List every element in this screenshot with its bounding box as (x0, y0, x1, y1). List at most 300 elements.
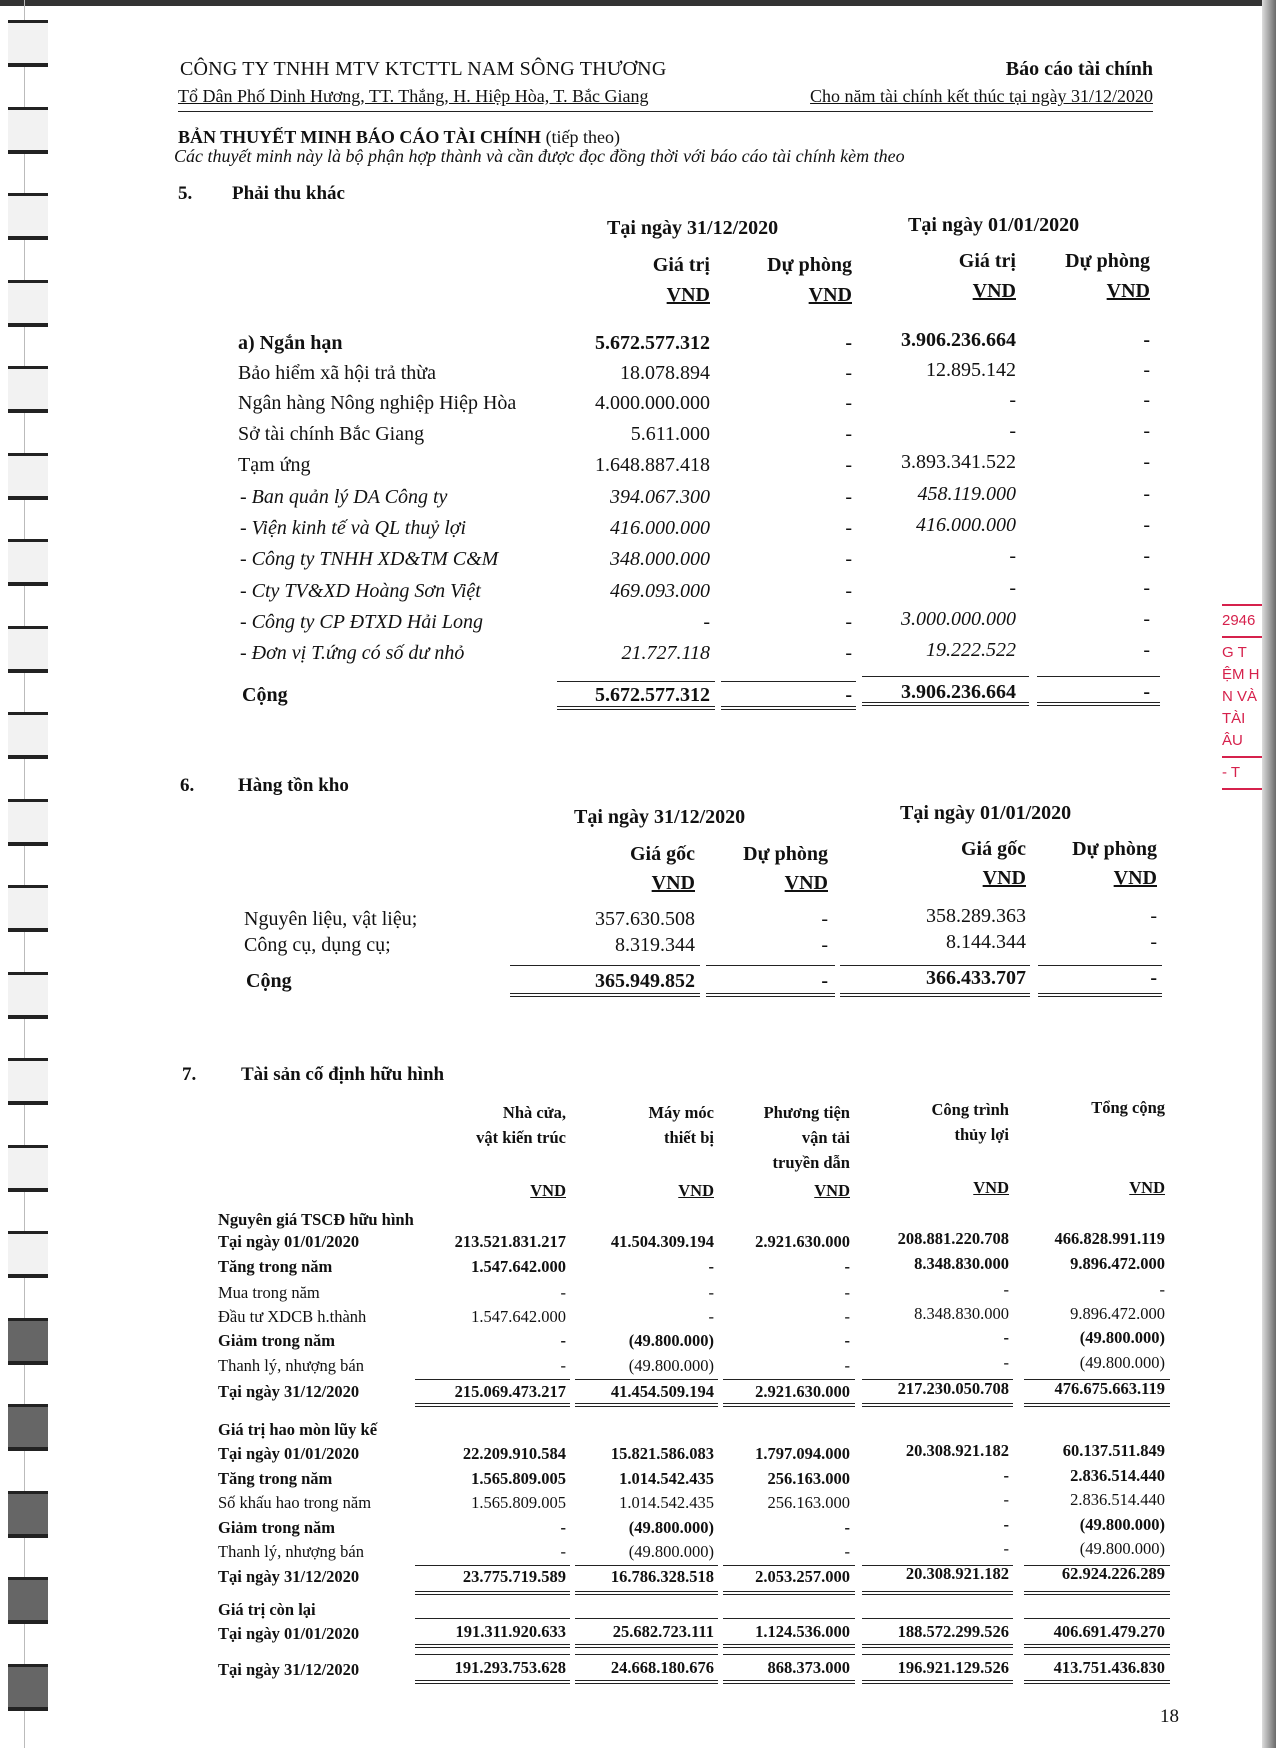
cell-value: 20.308.921.182 (905, 1441, 1009, 1460)
cell-value: - (1009, 389, 1016, 411)
subtotal-rule (1024, 1654, 1170, 1655)
cell-value: - (845, 486, 852, 508)
cell-value: 4.000.000.000 (595, 392, 710, 414)
currency-label: VND (814, 1181, 850, 1200)
cell-value: - (845, 517, 852, 539)
row-label: Thanh lý, nhượng bán (218, 1356, 364, 1375)
cell-value: 868.373.000 (767, 1658, 850, 1677)
subtotal-rule (1024, 1618, 1170, 1619)
stamp-text: 2946 (1222, 612, 1256, 629)
row-label: - Viện kinh tế và QL thuỷ lợi (240, 517, 466, 539)
cell-value: (49.800.000) (1079, 1515, 1165, 1534)
binding-ring (8, 1577, 48, 1624)
cell-value: 394.067.300 (610, 486, 710, 508)
section-7-number: 7. (182, 1064, 197, 1085)
cell-value: - (844, 1257, 850, 1276)
subtotal-rule (1038, 965, 1162, 966)
cell-value: 413.751.436.830 (1053, 1658, 1165, 1677)
cell-value: (49.800.000) (628, 1518, 714, 1537)
notes-subtitle: Các thuyết minh này là bộ phận hợp thành và cần được đọc đồng thời với báo cáo tài chính kèm theo (174, 146, 905, 166)
column-header: Giá gốc (630, 843, 695, 865)
section-6-number: 6. (180, 775, 195, 796)
stamp-rim (1222, 636, 1262, 638)
binding-ring (8, 972, 48, 1019)
binding-ring (8, 799, 48, 846)
report-period: Cho năm tài chính kết thúc tại ngày 31/12/2020 (810, 86, 1153, 106)
cell-value: - (844, 1356, 850, 1375)
cell-value: 1.547.642.000 (471, 1257, 566, 1276)
subtotal-rule (723, 1565, 855, 1566)
cell-value: - (1003, 1490, 1009, 1509)
total-double-rule (415, 1680, 570, 1684)
binding-ring (8, 1058, 48, 1105)
cell-value: 3.906.236.664 (901, 329, 1016, 351)
subtotal-rule (862, 676, 1029, 677)
subtotal-rule (723, 1654, 855, 1655)
stamp-text: - T (1222, 764, 1241, 781)
cell-value: 12.895.142 (926, 359, 1016, 381)
period-header: Tại ngày 31/12/2020 (607, 217, 779, 239)
total-value: 476.675.663.119 (1054, 1379, 1165, 1398)
binding-ring (8, 712, 48, 759)
row-label: - Đơn vị T.ứng có số dư nhỏ (240, 642, 465, 664)
cell-value: 1.565.809.005 (471, 1469, 566, 1488)
row-label: Giảm trong năm (218, 1331, 336, 1350)
period-header: Tại ngày 31/12/2020 (574, 806, 746, 828)
cell-value: 19.222.522 (926, 639, 1016, 661)
cell-value: - (1143, 545, 1150, 567)
binding-ring (8, 1145, 48, 1192)
company-address: Tổ Dân Phố Dinh Hương, TT. Thắng, H. Hiệp Hòa, T. Bắc Giang (178, 86, 649, 106)
cell-value: - (845, 611, 852, 633)
subtotal-rule (415, 1379, 570, 1380)
cell-value: 1.797.094.000 (755, 1444, 850, 1463)
red-company-stamp (1222, 600, 1262, 820)
total-label: Tại ngày 31/12/2020 (218, 1382, 360, 1401)
column-header: Nhà cửa, (502, 1103, 566, 1122)
page-right-edge (1262, 0, 1276, 1748)
total-value: - (1150, 967, 1157, 989)
cell-value: - (821, 934, 828, 956)
total-value: 16.786.328.518 (610, 1567, 714, 1586)
total-double-rule (1037, 702, 1160, 706)
total-label: Tại ngày 31/12/2020 (218, 1567, 360, 1586)
stamp-text: TÀI (1222, 710, 1246, 727)
column-header: Giá trị (958, 250, 1016, 272)
header-divider (178, 111, 1153, 112)
subtotal-rule (721, 681, 856, 682)
row-label: Tăng trong năm (218, 1469, 333, 1488)
cell-value: - (821, 908, 828, 930)
cell-value: 2.921.630.000 (755, 1232, 850, 1251)
binding-ring (8, 20, 48, 67)
total-double-rule (723, 1680, 855, 1684)
cell-value: 1.124.536.000 (755, 1622, 850, 1641)
column-header: Tổng cộng (1091, 1098, 1165, 1117)
currency-label: VND (666, 284, 710, 306)
row-label: Ngân hàng Nông nghiệp Hiệp Hòa (238, 392, 517, 414)
subtotal-rule (1037, 676, 1160, 677)
row-label: Tại ngày 01/01/2020 (218, 1232, 360, 1251)
cell-value: 25.682.723.111 (612, 1622, 714, 1641)
stamp-rim (1222, 604, 1262, 606)
cell-value: - (1009, 577, 1016, 599)
row-label: Tạm ứng (238, 454, 311, 476)
cell-value: 24.668.180.676 (610, 1658, 714, 1677)
column-header: vật kiến trúc (476, 1128, 566, 1147)
total-value: - (821, 970, 828, 992)
total-double-rule (706, 993, 835, 997)
stamp-text: ÂU (1222, 732, 1243, 749)
cell-value: 191.311.920.633 (455, 1622, 566, 1641)
total-double-rule (862, 1644, 1013, 1648)
binding-ring (8, 1491, 48, 1538)
cell-value: 2.836.514.440 (1070, 1466, 1165, 1485)
total-double-rule (575, 1403, 718, 1407)
cell-value: 22.209.910.584 (462, 1444, 566, 1463)
currency-label: VND (1113, 867, 1157, 889)
cell-value: (49.800.000) (1079, 1353, 1165, 1372)
total-value: 3.906.236.664 (901, 681, 1016, 703)
total-double-rule (575, 1644, 718, 1648)
cell-value: 9.896.472.000 (1070, 1254, 1165, 1273)
column-header: thủy lợi (954, 1125, 1009, 1144)
total-value: - (845, 684, 852, 706)
cell-value: - (1009, 545, 1016, 567)
cell-value: - (1009, 420, 1016, 442)
cell-value: (49.800.000) (628, 1331, 714, 1350)
cell-value: - (1003, 1328, 1009, 1347)
cell-value: - (1150, 931, 1157, 953)
column-header: Máy móc (648, 1103, 714, 1122)
cell-value: - (1143, 639, 1150, 661)
row-label: Giảm trong năm (218, 1518, 336, 1537)
row-label: Bảo hiểm xã hội trả thừa (238, 362, 437, 384)
row-label: - Cty TV&XD Hoàng Sơn Việt (240, 580, 481, 602)
cell-value: - (1143, 451, 1150, 473)
report-title: Báo cáo tài chính (1005, 58, 1153, 80)
row-label: Đầu tư XDCB h.thành (218, 1307, 367, 1326)
column-header: Dự phòng (1065, 250, 1150, 272)
cell-value: - (1143, 483, 1150, 505)
cell-value: 5.611.000 (630, 423, 710, 445)
cell-value: 3.893.341.522 (901, 451, 1016, 473)
row-label: Thanh lý, nhượng bán (218, 1542, 364, 1561)
stamp-text: N VÀ (1222, 688, 1258, 705)
stamp-text: ỆM H (1222, 666, 1260, 683)
binding-ring (8, 1231, 48, 1278)
column-header: Giá trị (652, 254, 710, 276)
total-value: - (1143, 681, 1150, 703)
total-double-rule (510, 993, 700, 997)
row-label: - Ban quản lý DA Công ty (240, 486, 448, 508)
cell-value: 256.163.000 (767, 1493, 850, 1512)
total-double-rule (1024, 1403, 1170, 1407)
period-header: Tại ngày 01/01/2020 (900, 802, 1072, 824)
cell-value: - (845, 392, 852, 414)
subtotal-rule (723, 1618, 855, 1619)
binding-ring (8, 885, 48, 932)
total-value: 23.775.719.589 (462, 1567, 566, 1586)
total-double-rule (723, 1591, 855, 1595)
total-value: 215.069.473.217 (454, 1382, 566, 1401)
total-value: 2.053.257.000 (755, 1567, 850, 1586)
section-6-title: Hàng tồn kho (238, 775, 349, 796)
group-title: Nguyên giá TSCĐ hữu hình (218, 1210, 414, 1229)
cell-value: 2.836.514.440 (1070, 1490, 1165, 1509)
subtotal-rule (706, 965, 835, 966)
cell-value: 1.547.642.000 (471, 1307, 566, 1326)
row-label: Sở tài chính Bắc Giang (238, 423, 425, 445)
cell-value: - (1143, 329, 1150, 351)
currency-label: VND (808, 284, 852, 306)
cell-value: - (1003, 1280, 1009, 1299)
cell-value: - (560, 1283, 566, 1302)
cell-value: - (844, 1283, 850, 1302)
cell-value: - (844, 1307, 850, 1326)
cell-value: (49.800.000) (628, 1542, 714, 1561)
total-value: 5.672.577.312 (595, 684, 710, 706)
cell-value: - (1143, 359, 1150, 381)
binding-ring (8, 107, 48, 154)
column-header: Dự phòng (1072, 838, 1157, 860)
currency-label: VND (973, 1178, 1009, 1197)
cell-value: - (844, 1518, 850, 1537)
column-header: Phương tiện (763, 1103, 850, 1122)
cell-value: - (1143, 577, 1150, 599)
row-label: Tăng trong năm (218, 1257, 333, 1276)
cell-value: (49.800.000) (1079, 1328, 1165, 1347)
cell-value: - (845, 580, 852, 602)
currency-label: VND (982, 867, 1026, 889)
stamp-text: G T (1222, 644, 1247, 661)
page-number: 18 (1160, 1706, 1179, 1727)
column-header: Công trình (931, 1100, 1009, 1119)
subtotal-rule (575, 1565, 718, 1566)
column-header: vận tải (801, 1128, 850, 1147)
cell-value: (49.800.000) (628, 1356, 714, 1375)
total-double-rule (723, 1644, 855, 1648)
binding-ring (8, 626, 48, 673)
currency-label: VND (784, 872, 828, 894)
cell-value: - (560, 1518, 566, 1537)
cell-value: - (844, 1331, 850, 1350)
column-header: Dự phòng (767, 254, 852, 276)
cell-value: (49.800.000) (1079, 1539, 1165, 1558)
total-double-rule (415, 1591, 570, 1595)
cell-value: - (1003, 1466, 1009, 1485)
currency-label: VND (1129, 1178, 1165, 1197)
total-label: Cộng (246, 970, 292, 992)
cell-value: 458.119.000 (917, 483, 1016, 505)
total-value: 62.924.226.289 (1061, 1564, 1165, 1583)
binding-ring (8, 280, 48, 327)
notes-title-main: BẢN THUYẾT MINH BÁO CÁO TÀI CHÍNH (178, 127, 542, 147)
total-double-rule (862, 1591, 1013, 1595)
subtotal-rule (415, 1565, 570, 1566)
section-7-title: Tài sản cố định hữu hình (241, 1064, 445, 1085)
cell-value: - (1143, 514, 1150, 536)
subtotal-rule (840, 965, 1030, 966)
cell-value: 348.000.000 (610, 548, 710, 570)
cell-value: 8.348.830.000 (914, 1254, 1009, 1273)
subtotal-rule (723, 1379, 855, 1380)
cell-value: 1.565.809.005 (471, 1493, 566, 1512)
column-header: Giá gốc (961, 838, 1026, 860)
cell-value: - (708, 1257, 714, 1276)
cell-value: 208.881.220.708 (897, 1229, 1009, 1248)
cell-value: - (1143, 389, 1150, 411)
cell-value: - (1003, 1515, 1009, 1534)
total-double-rule (862, 1403, 1013, 1407)
binding-ring (8, 539, 48, 586)
subtotal-rule (415, 1654, 570, 1655)
cell-value: 191.293.753.628 (454, 1658, 566, 1677)
row-label: Công cụ, dụng cụ; (244, 934, 391, 956)
subtotal-rule (862, 1654, 1013, 1655)
cell-value: - (560, 1542, 566, 1561)
cell-value: - (844, 1542, 850, 1561)
notes-title-suffix: (tiếp theo) (545, 127, 621, 147)
total-double-rule (723, 1403, 855, 1407)
currency-label: VND (1106, 280, 1150, 302)
cell-value: 416.000.000 (610, 517, 710, 539)
cell-value: - (1143, 608, 1150, 630)
total-double-rule (1024, 1591, 1170, 1595)
cell-value: 188.572.299.526 (897, 1622, 1009, 1641)
section-5-title: Phải thu khác (232, 183, 345, 204)
cell-value: - (1003, 1539, 1009, 1558)
currency-label: VND (651, 872, 695, 894)
cell-value: 41.504.309.194 (610, 1232, 714, 1251)
row-label: Nguyên liệu, vật liệu; (244, 908, 418, 930)
cell-value: 9.896.472.000 (1070, 1304, 1165, 1323)
cell-value: 1.014.542.435 (619, 1469, 714, 1488)
total-value: 365.949.852 (595, 970, 695, 992)
subtotal-rule (575, 1618, 718, 1619)
cell-value: - (560, 1331, 566, 1350)
subtotal-rule (862, 1618, 1013, 1619)
binding-ring (8, 453, 48, 500)
column-header: thiết bị (664, 1128, 714, 1147)
cell-value: 5.672.577.312 (595, 332, 710, 354)
cell-value: - (845, 362, 852, 384)
subtotal-rule (510, 965, 700, 966)
cell-value: - (1150, 905, 1157, 927)
subtotal-rule (557, 681, 715, 682)
total-double-rule (415, 1644, 570, 1648)
page-top-edge (0, 0, 1276, 6)
subtotal-rule (415, 1618, 570, 1619)
cell-value: 3.000.000.000 (901, 608, 1016, 630)
cell-value: 18.078.894 (620, 362, 710, 384)
total-double-rule (575, 1591, 718, 1595)
row-label: Mua trong năm (218, 1283, 320, 1302)
cell-value: 213.521.831.217 (454, 1232, 566, 1251)
currency-label: VND (678, 1181, 714, 1200)
cell-value: 469.093.000 (610, 580, 710, 602)
binding-ring (8, 366, 48, 413)
cell-value: - (845, 423, 852, 445)
cell-value: 8.319.344 (615, 934, 695, 956)
column-header: Dự phòng (743, 843, 828, 865)
total-label: Cộng (242, 684, 288, 706)
total-value: 20.308.921.182 (905, 1564, 1009, 1583)
binding-spine (24, 0, 25, 1748)
total-value: 217.230.050.708 (897, 1379, 1009, 1398)
cell-value: - (1003, 1353, 1009, 1372)
binding-ring (8, 1664, 48, 1711)
binding-ring (8, 1404, 48, 1451)
cell-value: 357.630.508 (595, 908, 695, 930)
section-5-number: 5. (178, 183, 193, 204)
row-label: Tại ngày 01/01/2020 (218, 1624, 360, 1643)
cell-value: - (1159, 1280, 1165, 1299)
cell-value: - (845, 332, 852, 354)
cell-value: - (708, 1307, 714, 1326)
spiral-binding (0, 0, 60, 1748)
cell-value: 21.727.118 (621, 642, 710, 664)
group-title: Giá trị còn lại (218, 1600, 316, 1619)
cell-value: - (845, 642, 852, 664)
cell-value: - (560, 1356, 566, 1375)
currency-label: VND (972, 280, 1016, 302)
binding-ring (8, 1318, 48, 1365)
cell-value: - (845, 454, 852, 476)
row-label: a) Ngắn hạn (238, 332, 343, 354)
cell-value: 8.348.830.000 (914, 1304, 1009, 1323)
notes-title (178, 127, 620, 148)
cell-value: 256.163.000 (767, 1469, 850, 1488)
row-label: Số khấu hao trong năm (218, 1493, 372, 1512)
cell-value: 1.014.542.435 (619, 1493, 714, 1512)
cell-value: 466.828.991.119 (1054, 1229, 1165, 1248)
subtotal-rule (575, 1654, 718, 1655)
stamp-rim (1222, 756, 1262, 758)
cell-value: - (845, 548, 852, 570)
cell-value: 15.821.586.083 (610, 1444, 714, 1463)
row-label: Tại ngày 01/01/2020 (218, 1444, 360, 1463)
total-double-rule (415, 1403, 570, 1407)
total-value: 2.921.630.000 (755, 1382, 850, 1401)
cell-value: - (708, 1283, 714, 1302)
row-label: - Công ty TNHH XD&TM C&M (240, 548, 499, 570)
total-double-rule (575, 1680, 718, 1684)
row-label: - Công ty CP ĐTXD Hải Long (240, 611, 483, 633)
cell-value: 60.137.511.849 (1062, 1441, 1165, 1460)
cell-value: 416.000.000 (916, 514, 1016, 536)
binding-ring (8, 193, 48, 240)
stamp-rim (1222, 788, 1262, 790)
cell-value: - (1143, 420, 1150, 442)
cell-value: 196.921.129.526 (897, 1658, 1009, 1677)
group-title: Giá trị hao mòn lũy kế (218, 1420, 378, 1439)
total-double-rule (862, 1680, 1013, 1684)
cell-value: 1.648.887.418 (595, 454, 710, 476)
cell-value: 358.289.363 (926, 905, 1026, 927)
cell-value: 8.144.344 (946, 931, 1026, 953)
cell-value: 406.691.479.270 (1053, 1622, 1165, 1641)
row-label: Tại ngày 31/12/2020 (218, 1660, 360, 1679)
currency-label: VND (530, 1181, 566, 1200)
total-double-rule (721, 706, 856, 710)
total-value: 41.454.509.194 (610, 1382, 714, 1401)
total-double-rule (840, 993, 1030, 997)
company-name: CÔNG TY TNHH MTV KTCTTL NAM SÔNG THƯƠNG (180, 58, 667, 80)
subtotal-rule (575, 1379, 718, 1380)
total-double-rule (1024, 1644, 1170, 1648)
total-double-rule (1024, 1680, 1170, 1684)
